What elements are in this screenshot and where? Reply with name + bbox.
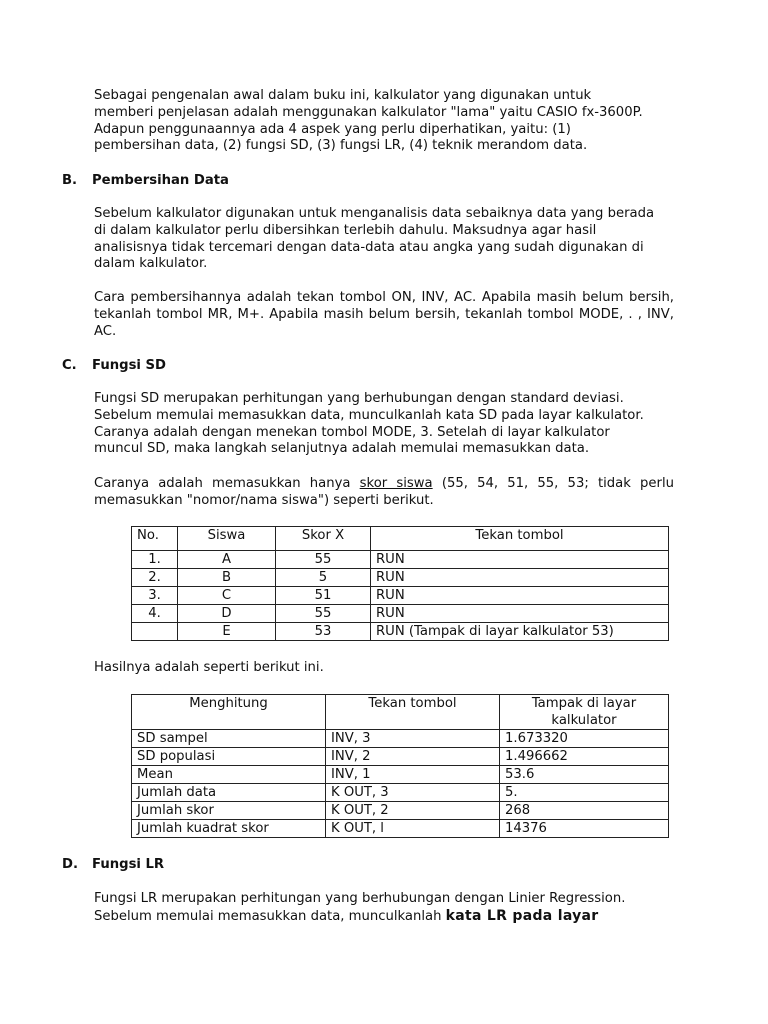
student-score-table (131, 526, 669, 641)
section-b-letter: B. (62, 173, 78, 188)
table-row (132, 820, 669, 838)
table-cell: RUN (371, 569, 669, 587)
table-cell: SD sampel (132, 730, 326, 748)
table-cell: 53 (276, 623, 371, 641)
table-cell: 55 (276, 605, 371, 623)
table-cell: 3. (132, 587, 178, 605)
paragraph-line: Fungsi LR merupakan perhitungan yang berhubungan dengan Linier Regression. (94, 891, 626, 906)
table-cell: C (178, 587, 276, 605)
paragraph-line: dalam kalkulator. (94, 256, 208, 272)
table-row (132, 802, 669, 820)
table-cell (132, 623, 178, 641)
table-cell: K OUT, 2 (326, 802, 500, 820)
table-cell: INV, 2 (326, 748, 500, 766)
paragraph-line: Sebelum kalkulator digunakan untuk menganalisis data sebaiknya data yang berada (94, 206, 655, 221)
bold-text: kata LR pada layar (445, 907, 599, 924)
section-c-paragraph-2 (94, 476, 674, 510)
section-c-heading (62, 358, 166, 375)
paragraph-line (94, 908, 694, 926)
section-d-title: Fungsi LR (92, 857, 165, 872)
table-cell: 5. (500, 784, 669, 802)
section-c-paragraph-1 (94, 391, 674, 458)
section-d-paragraph (94, 891, 694, 926)
table-header-row (132, 695, 669, 730)
table-cell: 51 (276, 587, 371, 605)
table-row (132, 730, 669, 748)
table-cell: RUN (Tampak di layar kalkulator 53) (371, 623, 669, 641)
table-cell: K OUT, 3 (326, 784, 500, 802)
section-d-letter: D. (62, 857, 78, 872)
table-row (132, 605, 669, 623)
table-cell: Mean (132, 766, 326, 784)
table-cell: 55 (276, 551, 371, 569)
section-b-title: Pembersihan Data (92, 173, 229, 188)
paragraph-line: Caranya adalah dengan menekan tombol MODE, 3. Setelah di layar kalkulator (94, 424, 610, 440)
table-cell: RUN (371, 587, 669, 605)
table-row (132, 784, 669, 802)
intro-line: Sebagai pengenalan awal dalam buku ini, kalkulator yang digunakan untuk (94, 88, 592, 103)
section-b-heading (62, 173, 229, 190)
column-header: Siswa (178, 527, 276, 551)
column-header: Tekan tombol (371, 527, 669, 551)
paragraph-text: (55, 54, 51, 55, 53; tidak perlu memasukkan "nomor/nama siswa") seperti berikut. (94, 476, 674, 508)
table-cell: B (178, 569, 276, 587)
column-header: No. (132, 527, 178, 551)
table-row (132, 551, 669, 569)
table-row (132, 766, 669, 784)
table-cell: Jumlah data (132, 784, 326, 802)
paragraph-line: muncul SD, maka langkah selanjutnya adalah memulai memasukkan data. (94, 441, 590, 457)
table-cell: 1. (132, 551, 178, 569)
table-row (132, 748, 669, 766)
intro-line: Adapun penggunaannya ada 4 aspek yang perlu diperhatikan, yaitu: (1) (94, 121, 571, 137)
table-cell: 4. (132, 605, 178, 623)
table-cell: 5 (276, 569, 371, 587)
table-cell: 1.496662 (500, 748, 669, 766)
result-text: Hasilnya adalah seperti berikut ini. (94, 660, 324, 675)
intro-line: memberi penjelasan adalah menggunakan kalkulator "lama" yaitu CASIO fx-3600P. (94, 104, 643, 120)
table-header-row (132, 527, 669, 551)
calculation-result-table (131, 694, 669, 838)
table-cell: SD populasi (132, 748, 326, 766)
section-b-paragraph-2: Cara pembersihannya adalah tekan tombol ON, INV, AC. Apabila masih belum bersih, tekanlah tombol MR, M+. Apabila masih belum bersih, tekanlah tombol MODE, . , INV, AC. (94, 290, 674, 339)
table-cell: INV, 1 (326, 766, 500, 784)
table-cell: Jumlah kuadrat skor (132, 820, 326, 838)
column-header: Menghitung (132, 695, 326, 730)
table-cell: 14376 (500, 820, 669, 838)
section-b-paragraph-1 (94, 206, 674, 273)
table-cell: D (178, 605, 276, 623)
table-cell: 53.6 (500, 766, 669, 784)
table-cell: E (178, 623, 276, 641)
paragraph-line: Fungsi SD merupakan perhitungan yang berhubungan dengan standard deviasi. (94, 391, 624, 406)
section-d-heading (62, 857, 164, 874)
table-cell: K OUT, l (326, 820, 500, 838)
table-cell: RUN (371, 551, 669, 569)
paragraph-line: di dalam kalkulator perlu dibersihkan terlebih dahulu. Maksudnya agar hasil (94, 222, 597, 238)
paragraph-line: Sebelum memulai memasukkan data, munculkanlah kata SD pada layar kalkulator. (94, 407, 644, 423)
section-c-letter: C. (62, 358, 77, 373)
column-header: Tekan tombol (326, 695, 500, 730)
paragraph-text: Caranya adalah memasukkan hanya (94, 476, 360, 491)
table-cell: Jumlah skor (132, 802, 326, 820)
column-header: Skor X (276, 527, 371, 551)
table-cell: A (178, 551, 276, 569)
table-cell: 1.673320 (500, 730, 669, 748)
table-row (132, 569, 669, 587)
section-c-title: Fungsi SD (92, 358, 166, 373)
underlined-text: skor siswa (359, 476, 433, 491)
table-row (132, 587, 669, 605)
table-cell: INV, 3 (326, 730, 500, 748)
paragraph-text: Sebelum memulai memasukkan data, munculkanlah (94, 908, 446, 924)
intro-paragraph (94, 88, 674, 155)
column-header: Tampak di layar kalkulator (500, 695, 669, 730)
table-cell: 2. (132, 569, 178, 587)
table-cell: RUN (371, 605, 669, 623)
table-cell: 268 (500, 802, 669, 820)
table-row (132, 623, 669, 641)
intro-line: pembersihan data, (2) fungsi SD, (3) fungsi LR, (4) teknik merandom data. (94, 138, 588, 154)
paragraph-line: analisisnya tidak tercemari dengan data-data atau angka yang sudah digunakan di (94, 239, 644, 255)
